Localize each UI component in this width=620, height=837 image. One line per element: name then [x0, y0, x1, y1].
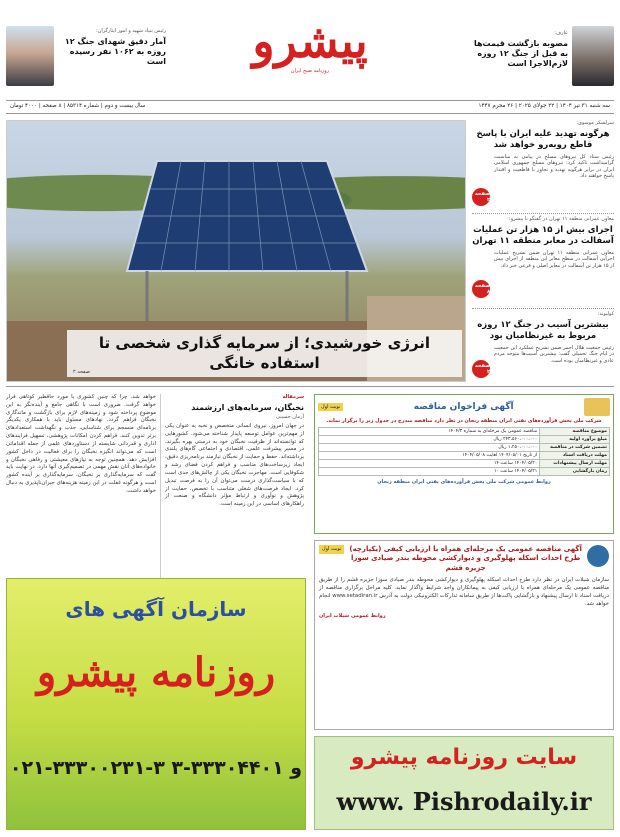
- promo-agency-line1: سازمان آگهی های: [65, 597, 247, 621]
- story-1-body: رئیس ستاد کل نیروهای مسلح در پیامی به مناسبت گرامیداشت تاکید کرد: نیروهای مسلح جمهوری اسلامی ایران در برابر هرگونه تهدید و تجاوز با قاطعیت و اقتدار پاسخ خواهند داد.: [494, 153, 614, 180]
- lead-headline: انرژی خورشیدی؛ از سرمایه گذاری شخصی تا استفاده خانگی: [98, 334, 431, 372]
- shilat-footer: روابط عمومی شیلات ایران: [319, 612, 386, 619]
- right-teaser[interactable]: [464, 26, 614, 92]
- promo-agency[interactable]: [6, 578, 306, 830]
- tender-footer: روابط عمومی شرکت ملی پخش فرآورده‌های نفتی ایران منطقه زنجان: [377, 478, 551, 485]
- story-2-kicker: معاون عمرانی منطقه ۱۱ تهران در گفتگو با پیشرو:: [509, 216, 614, 222]
- logo[interactable]: [210, 14, 410, 88]
- tender-row-value: ۱۴۰۴/۰۵/۲۱ ساعت ۱۰: [319, 467, 540, 475]
- editorial-kicker: سرمقاله: [282, 394, 304, 400]
- tender-row-value: مناقصه عمومی یک مرحله‌ای به شماره ۱۴۰۴/۳: [319, 427, 540, 435]
- tender-ad[interactable]: [314, 394, 614, 534]
- left-column-body: خواهد شد. چرا که چنین کشوری با مورد حاقطیر کوتاهی قرار خواهد گرفت. ضروری است با نگاهی جامع و آینده‌نگر به این موضوع پرداخته شود و زمینه‌های لازم برای بازگشت و ماندگاری نخبگان فراهم گردد. نهادهای مسئول باید با همکاری یکدیگر برنامه‌ای منسجم برای شناسایی، جذب و نگهداشت استعدادهای برتر تدوین کنند. فراهم کردن امکانات پژوهشی، تسهیل فرایندهای اداری و قدردانی شایسته از دستاوردهای علمی از جمله اقداماتی است که می‌تواند انگیزه نخبگان را برای فعالیت در داخل کشور افزایش دهد. همچنین توجه به نیازهای معیشتی و رفاهی نخبگان و خانواده‌های آنان نقش مهمی در تصمیم‌گیری آنها دارد. در نهایت باید گفت که سرمایه‌گذاری بر نخبگان، سرمایه‌گذاری بر آینده کشور است و هرگونه غفلت در این زمینه هزینه‌های جبران‌ناپذیری به دنبال خواهد داشت.: [6, 394, 156, 494]
- story-1-kicker: سرلشکر موسوی:: [576, 120, 614, 126]
- shilat-body: سازمان شیلات ایران در نظر دارد طرح احداث اسکله پهلوگیری و دیوارکشی محوطه بندر صیادی سوزا جزیره قشم را از طریق مناقصه عمومی یک مرحله‌ای همراه با ارزیابی کیفی به پیمانکاران واجد شرایط واگذار نماید. کلیه مراحل برگزاری مناقصه از دریافت اسناد تا ارسال پیشنهاد و بازگشایی پاکت‌ها از طریق سامانه تدارکات الکترونیکی دولت به آدرس www.setadiran.ir انجام خواهد شد.: [319, 577, 609, 607]
- tender-row-label: زمان بازگشایی: [540, 467, 610, 475]
- promo-agency-phone: ۰۲۱-۳۳۳۰۰۲۳۱-۳ و ۳۳۳۰۴۴۰۱-۳: [9, 757, 303, 779]
- tender-badge: نوبت اول: [318, 403, 343, 412]
- shilat-ad[interactable]: [314, 540, 614, 730]
- story-1-badge[interactable]: صفحه ۲: [472, 188, 490, 206]
- story-2-badge[interactable]: صفحه ۸: [472, 280, 490, 298]
- lead-headline-box[interactable]: [67, 330, 462, 377]
- left-teaser-title: آمار دقیق شهدای جنگ ۱۲ روزه به ۱۰۶۲ نفر رسیده است: [64, 36, 166, 66]
- right-teaser-kicker: عارف:: [554, 30, 568, 36]
- lead-page-ref: صفحه ۲: [73, 368, 90, 375]
- shilat-title: آگهی مناقصه عمومی یک مرحله‌ای همراه با ارزیابی کیفی (یکپارچه) طرح احداث اسکله پهلوگیری و دیوارکشی محوطه بندر صیادی سوزا جزیره قشم: [349, 545, 582, 572]
- left-teaser-kicker: رئیس بنیاد شهید و امور ایثارگران:: [95, 28, 166, 34]
- tender-row-value: از تاریخ ۱۴۰۴/۰۵/۰۱ لغایت ۱۴۰۴/۰۵/۰۸: [319, 451, 540, 459]
- story-3-kicker: کولیوند:: [597, 311, 614, 317]
- dateline-bar: [6, 100, 614, 114]
- tender-row-value: ۱۴۰۴/۰۵/۲۰ ساعت ۱۴: [319, 459, 540, 467]
- left-text-column[interactable]: [6, 394, 156, 574]
- story-1[interactable]: [472, 120, 614, 212]
- shilat-logo: [587, 545, 609, 567]
- editorial-title: نخبگان، سرمایه‌های ارزشمند: [191, 402, 304, 412]
- story-2-title: اجرای بیش از ۱۵ هزار تن عملیات آسفالت در معابر منطقه ۱۱ تهران: [472, 224, 614, 246]
- right-teaser-title: مصوبه بازگشت قیمت‌ها به قبل از جنگ ۱۲ روزه لازم‌الاجرا است: [473, 38, 568, 68]
- editorial-author: آرمان حسینی: [275, 413, 304, 420]
- story-3[interactable]: [472, 311, 614, 382]
- story-3-body: رئیس جمعیت هلال احمر ضمن تشریح عملکرد این جمعیت در ایام جنگ تحمیلی گفت: بیشترین آسیب‌ها متوجه مردم عادی و غیرنظامیان بوده است.: [494, 344, 614, 364]
- dateline-issue: سال بیست و دوم | شماره ۸۵۳۱۴ | ۸ صفحه | ۴۰۰۰ تومان: [10, 103, 146, 110]
- shilat-badge: نوبت اول: [319, 545, 344, 554]
- tender-row-label: مهلت دریافت اسناد: [540, 451, 610, 459]
- tender-row: [319, 451, 610, 459]
- left-teaser-photo: [6, 26, 54, 86]
- tender-title: آگهی فراخوان مناقصه: [413, 402, 514, 412]
- tender-logo: [584, 398, 610, 416]
- lead-photo[interactable]: [6, 120, 466, 382]
- logo-tagline: روزنامه صبح ایران: [290, 68, 330, 74]
- tender-table: [318, 427, 610, 476]
- promo-agency-line2: روزنامه پیشرو: [36, 649, 276, 696]
- promo-site-line1: سایت روزنامه پیشرو: [350, 745, 578, 770]
- tender-row: [319, 435, 610, 443]
- story-2-body: معاون عمرانی منطقه ۱۱ تهران ضمن تشریح عملیات اجرایی آسفالت در سطح معابر این منطقه از اجرای بیش از ۱۵ هزار تن آسفالت در معابر اصلی و فرعی خبر داد.: [494, 249, 614, 269]
- tender-row: [319, 427, 610, 435]
- editorial-body: در جهان امروز، نیروی انسانی متخصص و نخبه به عنوان یکی از مهم‌ترین عوامل توسعه پایدار شناخته می‌شود. کشورهایی که توانسته‌اند از ظرفیت نخبگان خود به درستی بهره بگیرند، در مسیر پیشرفت علمی، اقتصادی و اجتماعی گام‌های بلندی برداشته‌اند. حفظ و حمایت از نخبگان نیازمند برنامه‌ریزی دقیق، ایجاد زیرساخت‌های مناسب و فراهم کردن فضای رشد و شکوفایی است. مهاجرت نخبگان یکی از چالش‌های جدی است که با سیاست‌گذاری درست می‌توان آن را به فرصت تبدیل کرد. ایجاد فرصت‌های شغلی متناسب با تخصص، حمایت از پژوهش و نوآوری و ارتباط مؤثر دانشگاه و صنعت از راهکارهای اساسی در این زمینه است.: [165, 423, 304, 508]
- promo-site-url[interactable]: www. Pishrodaily.ir: [336, 787, 592, 816]
- tender-row-label: مهلت ارسال پیشنهادات: [540, 459, 610, 467]
- story-2[interactable]: [472, 216, 614, 306]
- tender-subtitle: شرکت ملی پخش فرآورده‌های نفتی ایران منطقه زنجان در نظر دارد مناقصه مندرج در جدول زیر را برگزار نماید.: [326, 418, 602, 424]
- right-teaser-photo: [572, 26, 614, 86]
- promo-site[interactable]: [314, 736, 614, 830]
- right-stories-column: [472, 120, 614, 382]
- tender-row: [319, 459, 610, 467]
- tender-row-value: ۲۴۳،۵۶۰،۰۰۰،۰۰۰ ریال: [319, 435, 540, 443]
- tender-row: [319, 443, 610, 451]
- story-3-badge[interactable]: صفحه ۲: [472, 360, 490, 378]
- tender-row-label: مبلغ برآورد اولیه: [540, 435, 610, 443]
- tender-row: [319, 467, 610, 475]
- left-teaser[interactable]: [6, 26, 166, 92]
- dateline-date: سه شنبه ۳۱ تیر ۱۴۰۴ | ۲۲ جولای ۲۰۲۵ | ۲۶ محرم ۱۴۴۷: [478, 103, 610, 110]
- tender-row-label: تضمین شرکت در مناقصه: [540, 443, 610, 451]
- logo-text: پیشرو: [252, 14, 368, 68]
- story-1-title: هرگونه تهدید علیه ایران با پاسخ قاطع روبه‌رو خواهد شد: [476, 128, 610, 150]
- story-3-title: بیشترین آسیب در جنگ ۱۲ روزه مربوط به غیرنظامیان بود: [477, 319, 609, 341]
- masthead: [0, 0, 620, 100]
- tender-row-label: موضوع مناقصه: [540, 427, 610, 435]
- tender-row-value: ۱،۲۵۰،۰۰۰،۰۰۰ ریال: [319, 443, 540, 451]
